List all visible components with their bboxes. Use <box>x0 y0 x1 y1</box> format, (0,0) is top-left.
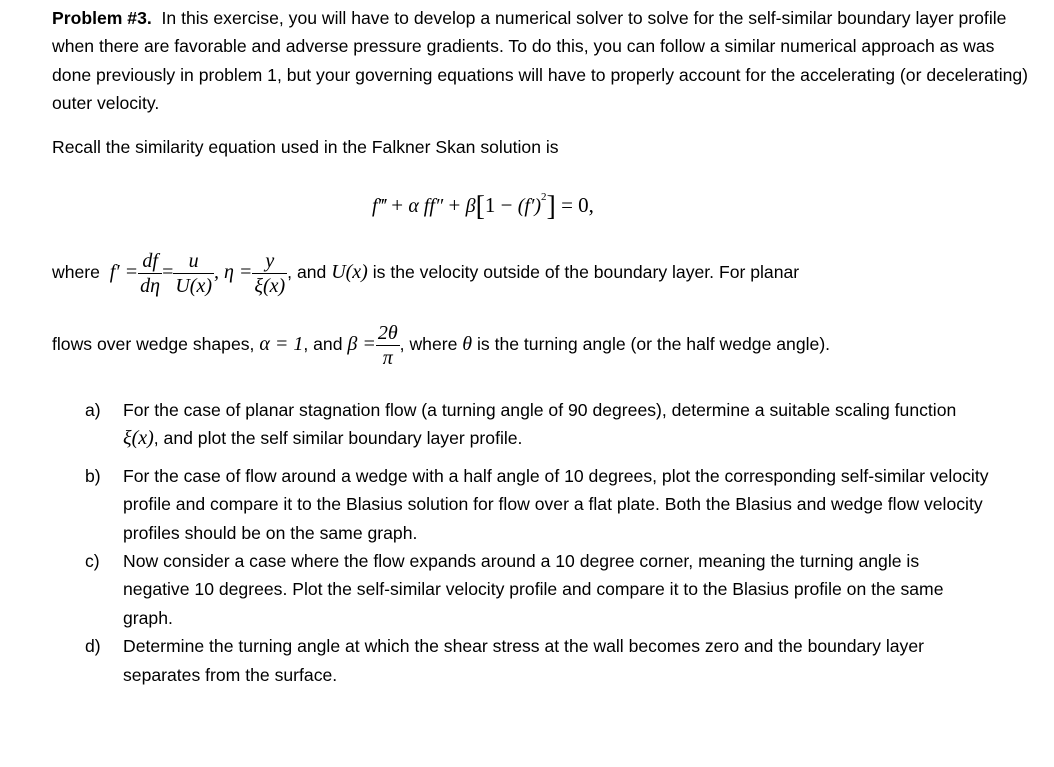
item-d-text: Determine the turning angle at which the shear stress at the wall becomes zero and the boundary layer separates from the surface. <box>123 636 924 685</box>
item-a-xi: ξ(x) <box>123 427 154 450</box>
frac-2theta-pi <box>376 321 400 370</box>
frac-df: df <box>138 249 162 274</box>
task-list <box>85 396 990 689</box>
frac-2theta: 2θ <box>377 322 398 344</box>
item-b-text: For the case of flow around a wedge with a half angle of 10 degrees, plot the corresponding self-similar velocity profile and compare it to the Blasius solution for flow over a flat plate. Both the Blasius and wedge flow velocity profiles should be on the same graph. <box>123 465 989 543</box>
frac-deta: dη <box>140 275 161 297</box>
defs-eta-eq: , η = <box>213 261 253 284</box>
wedge-beta-eq: β = <box>347 333 376 356</box>
item-label-b: b) <box>85 465 101 486</box>
recall-sentence: Recall the similarity equation used in the Falkner Skan solution is <box>52 137 559 157</box>
eq-bracket-open: [ <box>475 191 485 222</box>
eq-plus-1: + <box>385 193 409 217</box>
frac-u: u <box>173 249 214 274</box>
wedge-text-4: is the turning angle (or the half wedge angle). <box>476 334 831 355</box>
item-label-d: d) <box>85 636 101 657</box>
item-label-c: c) <box>85 551 100 572</box>
list-item <box>85 396 990 453</box>
problem-intro-text: In this exercise, you will have to develop a numerical solver to solve for the self-similar boundary layer profile when there are favorable and adverse pressure gradients. To do this, you can follow a similar numerical approach as was done previously in problem 1, but your governing equations will have to properly account for the accelerating (or decelerating) outer velocity. <box>52 8 1029 114</box>
frac-y-xix <box>252 249 287 298</box>
problem-heading: Problem #3. <box>52 8 152 28</box>
eq-one-minus: 1 − <box>484 193 518 217</box>
defs-eq2: = <box>162 261 174 284</box>
definitions-line <box>52 249 799 298</box>
frac-y: y <box>252 249 287 274</box>
wedge-theta: θ <box>462 333 473 356</box>
wedge-text-1: flows over wedge shapes, <box>52 334 255 355</box>
defs-rest: is the velocity outside of the boundary layer. For planar <box>372 262 800 283</box>
wedge-line <box>52 321 830 370</box>
defs-Ux: U(x) <box>331 261 368 284</box>
falkner-skan-equation <box>372 182 594 222</box>
wedge-alpha: α = 1 <box>259 333 304 356</box>
eq-bracket-close: ] <box>546 191 556 222</box>
eq-plus-2: + <box>443 193 466 217</box>
frac-Ux: U(x) <box>175 275 212 297</box>
frac-df-deta <box>138 249 162 298</box>
defs-and: , and <box>287 262 327 283</box>
defs-where: where <box>52 262 100 283</box>
eq-fprime: (f′) <box>517 195 542 217</box>
eq-beta: β <box>465 195 476 217</box>
eq-square: 2 <box>541 191 547 203</box>
wedge-text-2: , and <box>303 334 343 355</box>
defs-fprime-eq: f′ = <box>109 261 139 284</box>
problem-intro <box>52 4 1037 118</box>
wedge-text-3: , where <box>399 334 458 355</box>
frac-u-Ux <box>173 249 214 298</box>
item-c-text: Now consider a case where the flow expands around a 10 degree corner, meaning the turning angle is negative 10 degrees. Plot the self-similar velocity profile and compare it to the Blasius profile on the same graph. <box>123 551 944 628</box>
frac-xix: ξ(x) <box>254 275 286 297</box>
list-item <box>85 632 990 689</box>
item-a-text-after: , and plot the self similar boundary layer profile. <box>153 428 523 449</box>
eq-alpha-ff: α ff″ <box>408 195 444 217</box>
eq-f-triple-prime: f‴ <box>372 195 386 217</box>
item-label-a: a) <box>85 400 101 420</box>
eq-equals-zero: = 0, <box>555 193 594 217</box>
item-a-text-before: For the case of planar stagnation flow (a turning angle of 90 degrees), determine a suitable scaling function <box>123 400 957 420</box>
list-item <box>85 547 990 632</box>
list-item <box>85 462 990 547</box>
frac-pi: π <box>382 347 393 369</box>
